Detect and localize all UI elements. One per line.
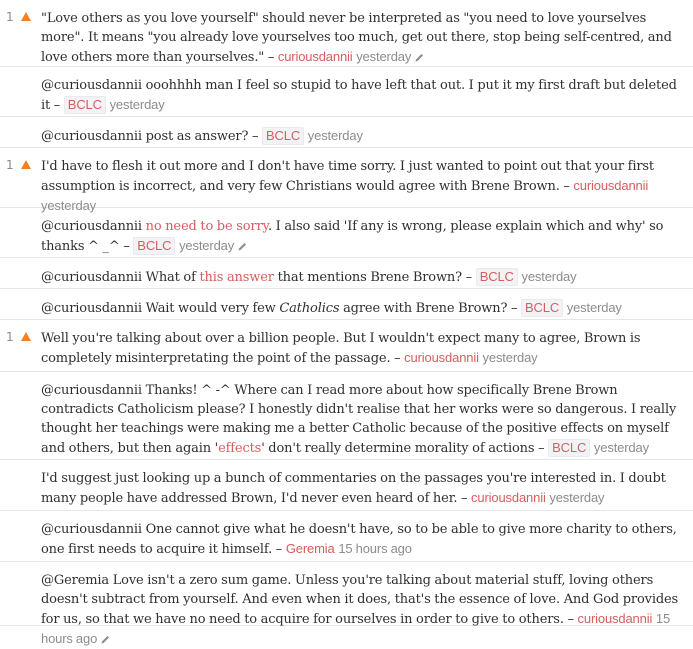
comment-date[interactable]: yesterday	[521, 269, 577, 284]
comment-date[interactable]: yesterday	[482, 350, 538, 365]
comment-user-link[interactable]: curiousdannii	[573, 178, 649, 193]
upvote-arrow-icon[interactable]	[21, 332, 31, 341]
comment-date[interactable]: yesterday	[179, 238, 235, 253]
pencil-icon[interactable]	[415, 53, 424, 62]
comment	[0, 148, 693, 213]
comment-body	[41, 126, 685, 146]
comment-date[interactable]: 15 hours ago	[338, 541, 412, 556]
comment-text: "Love others as you love yourself" should never be interpreted as "you need to love yourselves more". It means "you already love yourselves too much, get out there, stop being self-centred, and love others more than yourselves." –	[41, 11, 672, 65]
comment-user-link[interactable]: BCLC	[521, 299, 563, 317]
comment-text: agree with Brene Brown? –	[339, 301, 521, 316]
comment-text: @curiousdannii post as answer? –	[41, 129, 263, 144]
comment-date[interactable]: yesterday	[356, 49, 412, 64]
comment	[0, 117, 693, 148]
comment-emphasis: Catholics	[279, 301, 340, 316]
comment-text: @curiousdannii What of	[41, 270, 200, 285]
comment-body	[41, 520, 685, 559]
comment-date[interactable]: 15 hours ago	[41, 611, 671, 646]
comment-date[interactable]: yesterday	[566, 300, 622, 315]
comment-body	[41, 469, 685, 508]
comment-date[interactable]: yesterday	[41, 198, 97, 213]
comment-date[interactable]: yesterday	[549, 490, 605, 505]
comment-user-link[interactable]: curiousdannii	[577, 611, 653, 626]
comment	[0, 460, 693, 511]
comment-text: @curiousdannii Wait would very few	[41, 301, 280, 316]
comment-user-link[interactable]: curiousdannii	[404, 350, 479, 365]
comment-user-link[interactable]: BCLC	[548, 439, 590, 457]
comment	[0, 67, 693, 117]
comment-actions	[0, 9, 40, 25]
comment-actions	[0, 157, 40, 173]
comment-body	[41, 298, 685, 318]
comment-text: @curiousdannii Thanks! ^ -^ Where can I read more about how specifically Brene Brown contradicts Catholicism please? I honestly didn't realise that her works were so dangerous. I really thought her teachings were making me a better Catholic because of the positive effects on myself and others, but then again '	[41, 383, 677, 456]
comment-actions	[0, 329, 40, 345]
comment-user-link[interactable]: Geremia	[285, 541, 335, 556]
comment-score: 1	[6, 330, 14, 344]
comment	[0, 258, 693, 289]
comment-body	[41, 267, 685, 287]
comment	[0, 511, 693, 562]
comment	[0, 0, 693, 67]
comment	[0, 289, 693, 320]
comment-inline-link[interactable]: no need to be sorry	[145, 219, 268, 234]
comment-inline-link[interactable]: effects	[218, 441, 262, 456]
comment-user-link[interactable]: BCLC	[262, 127, 304, 145]
upvote-arrow-icon[interactable]	[21, 160, 31, 169]
comment-text: that mentions Brene Brown? –	[273, 270, 476, 285]
comment-text: . I also said 'If any is wrong, please explain which and why' so thanks ^ _^ –	[41, 219, 664, 254]
comment-user-link[interactable]: BCLC	[476, 268, 518, 286]
comment-text: @curiousdannii One cannot give what he doesn't have, so to be able to give more charity to others, one first needs to acquire it himself. –	[41, 522, 677, 557]
upvote-arrow-icon[interactable]	[21, 12, 31, 21]
comment-score: 1	[6, 158, 14, 172]
comment	[0, 208, 693, 258]
comment-body	[41, 76, 685, 115]
comment-user-link[interactable]: curiousdannii	[471, 490, 546, 505]
comment-body	[41, 329, 685, 368]
comment-date[interactable]: yesterday	[109, 97, 165, 112]
comment-user-link[interactable]: BCLC	[133, 237, 175, 255]
comment-body	[41, 571, 685, 649]
comment-text: Well you're talking about over a billion people. But I wouldn't expect many to agree, Brown is completely misinterpretating the point of the passage. –	[41, 331, 641, 366]
comment-text: ' don't really determine morality of actions –	[261, 441, 549, 456]
comment	[0, 372, 693, 460]
comment-text: I'd suggest just looking up a bunch of commentaries on the passages you're interested in. I doubt many people have addressed Brown, I'd never even heard of her. –	[41, 471, 666, 506]
comment-inline-link[interactable]: this answer	[199, 270, 274, 285]
comment-score: 1	[6, 10, 14, 24]
comment	[0, 562, 693, 646]
comment-body	[41, 381, 685, 458]
comment-body	[41, 9, 685, 67]
comment-text: @Geremia Love isn't a zero sum game. Unless you're talking about material stuff, loving others doesn't subtract from yourself. And even when it does, that's the essence of love. And God provides for us, so that we have no need to acquire for ourselves in order to give to others. –	[41, 573, 679, 627]
comment	[0, 320, 693, 372]
comment-text: I'd have to flesh it out more and I don't have time sorry. I just wanted to point out that your first assumption is incorrect, and very few Christians would agree with Brene Brown. –	[41, 159, 654, 194]
comment-text: @curiousdannii	[41, 219, 146, 234]
comment-date[interactable]: yesterday	[307, 128, 363, 143]
comment-user-link[interactable]: curiousdannii	[277, 49, 353, 64]
comment-date[interactable]: yesterday	[593, 440, 649, 455]
pencil-icon[interactable]	[238, 242, 247, 251]
comment-user-link[interactable]: BCLC	[64, 96, 106, 114]
comment-text: @curiousdannii ooohhhh man I feel so stupid to have left that out. I put it my first draft but deleted it –	[41, 78, 677, 113]
comment-body	[41, 217, 685, 256]
pencil-icon[interactable]	[101, 635, 110, 644]
